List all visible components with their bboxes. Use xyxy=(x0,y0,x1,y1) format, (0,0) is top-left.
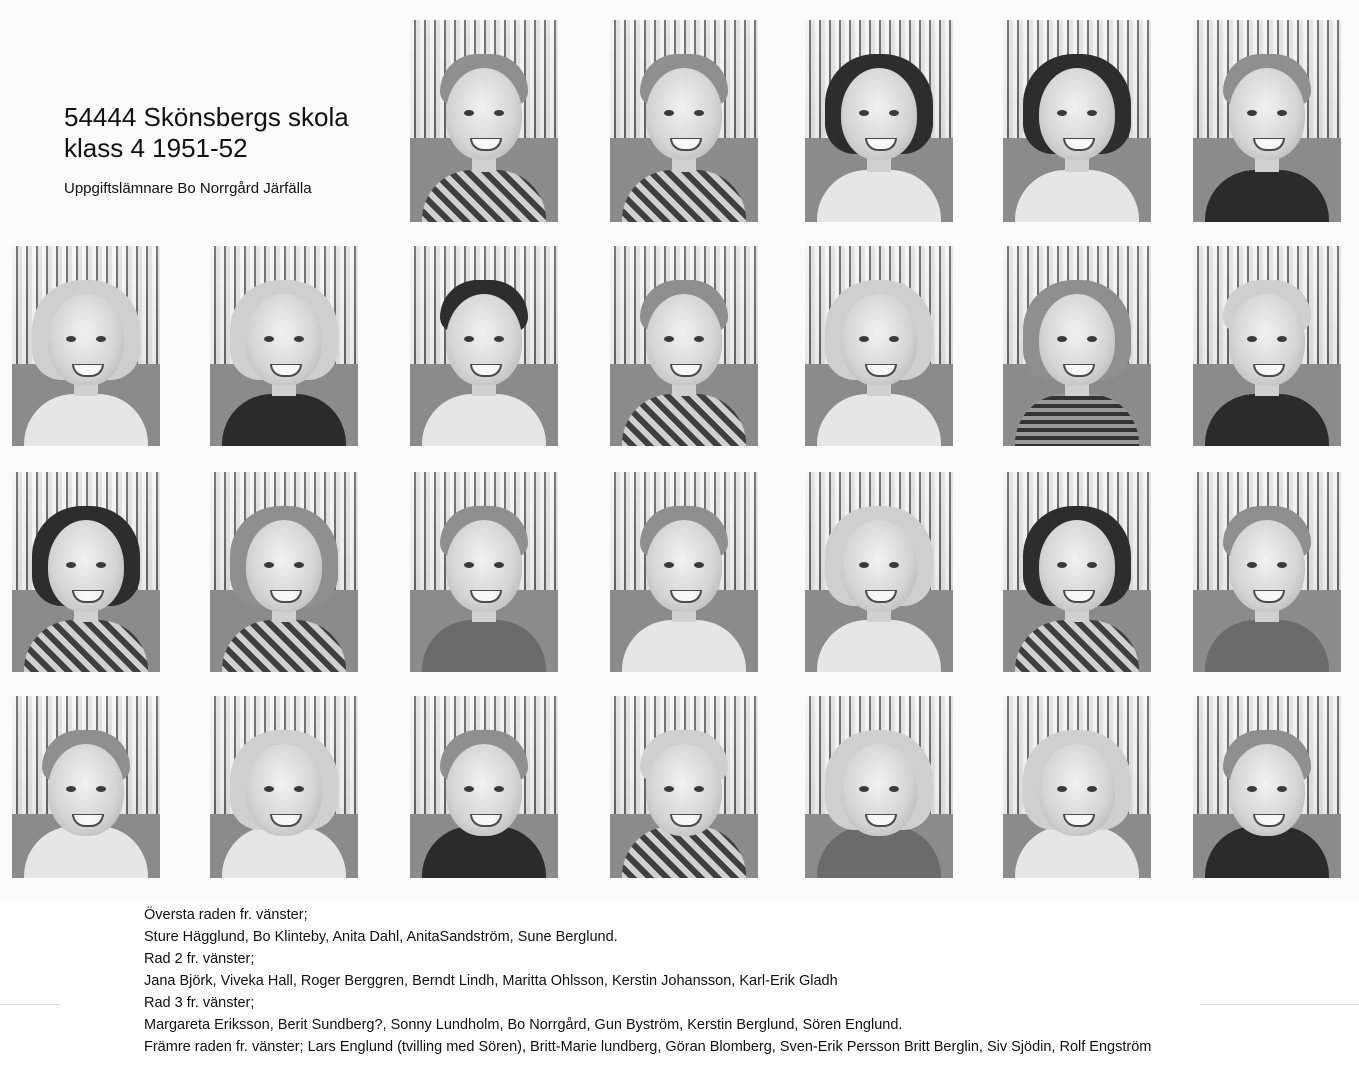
left-eye xyxy=(66,336,76,342)
left-eye xyxy=(464,786,474,792)
row-2-portrait-1 xyxy=(12,246,160,446)
top-row-portrait-3 xyxy=(805,20,953,222)
caption-row3-names: Margareta Eriksson, Berit Sundberg?, Sonny Lundholm, Bo Norrgård, Gun Byström, Kerstin Berglund, Sören Englund. xyxy=(144,1017,903,1033)
caption-row3-label: Rad 3 fr. vänster; xyxy=(144,995,255,1011)
left-eye xyxy=(664,562,674,568)
right-eye xyxy=(1277,562,1287,568)
left-eye xyxy=(859,786,869,792)
row-2-portrait-4 xyxy=(610,246,758,446)
left-eye xyxy=(1247,562,1257,568)
caption-front-row: Främre raden fr. vänster; Lars Englund (tvilling med Sören), Britt-Marie lundberg, Göran Blomberg, Sven-Erik Persson Britt Berglin, Siv Sjödin, Rolf Engström xyxy=(144,1039,1152,1055)
right-eye xyxy=(889,562,899,568)
title-block xyxy=(64,102,349,197)
school-title: 54444 Skönsbergs skola xyxy=(64,102,349,132)
row-3-portrait-1 xyxy=(12,472,160,672)
top-row-portrait-1 xyxy=(410,20,558,222)
left-eye xyxy=(264,786,274,792)
right-eye xyxy=(889,336,899,342)
class-year: klass 4 1951-52 xyxy=(64,133,248,163)
right-eye xyxy=(96,562,106,568)
right-eye xyxy=(694,786,704,792)
row-3-portrait-4 xyxy=(610,472,758,672)
left-eye xyxy=(464,562,474,568)
right-eye xyxy=(494,110,504,116)
right-eye xyxy=(694,562,704,568)
right-eye xyxy=(294,562,304,568)
row-3-portrait-7 xyxy=(1193,472,1341,672)
left-eye xyxy=(1057,786,1067,792)
top-row-portrait-5 xyxy=(1193,20,1341,222)
informant-text: Uppgiftslämnare Bo Norrgård Järfälla xyxy=(64,180,312,197)
left-eye xyxy=(859,336,869,342)
left-eye xyxy=(1247,336,1257,342)
row-3-portrait-3 xyxy=(410,472,558,672)
front-row-portrait-2 xyxy=(210,696,358,878)
caption-row1-names: Sture Hägglund, Bo Klinteby, Anita Dahl, AnitaSandström, Sune Berglund. xyxy=(144,929,618,945)
left-eye xyxy=(664,110,674,116)
left-eye xyxy=(859,110,869,116)
front-row-portrait-5 xyxy=(805,696,953,878)
left-eye xyxy=(859,562,869,568)
row-3-portrait-5 xyxy=(805,472,953,672)
row-2-portrait-2 xyxy=(210,246,358,446)
left-eye xyxy=(264,562,274,568)
right-eye xyxy=(96,336,106,342)
left-eye xyxy=(66,786,76,792)
row-2-portrait-5 xyxy=(805,246,953,446)
front-row-portrait-6 xyxy=(1003,696,1151,878)
left-eye xyxy=(664,786,674,792)
left-eye xyxy=(664,336,674,342)
right-eye xyxy=(694,336,704,342)
front-row-portrait-4 xyxy=(610,696,758,878)
right-eye xyxy=(889,110,899,116)
left-eye xyxy=(1057,110,1067,116)
left-eye xyxy=(66,562,76,568)
row-2-portrait-3 xyxy=(410,246,558,446)
right-eye xyxy=(1277,110,1287,116)
front-row-portrait-3 xyxy=(410,696,558,878)
caption-row2-names: Jana Björk, Viveka Hall, Roger Berggren, Berndt Lindh, Maritta Ohlsson, Kerstin Johansson, Karl-Erik Gladh xyxy=(144,973,838,989)
right-eye xyxy=(889,786,899,792)
right-eye xyxy=(294,336,304,342)
right-eye xyxy=(96,786,106,792)
right-eye xyxy=(494,786,504,792)
right-eye xyxy=(1087,336,1097,342)
left-eye xyxy=(1057,562,1067,568)
right-eye xyxy=(1087,562,1097,568)
top-row-portrait-2 xyxy=(610,20,758,222)
row-3-portrait-6 xyxy=(1003,472,1151,672)
name-captions xyxy=(144,904,1151,1058)
left-eye xyxy=(264,336,274,342)
right-eye xyxy=(694,110,704,116)
right-eye xyxy=(494,336,504,342)
right-eye xyxy=(1277,336,1287,342)
left-eye xyxy=(1247,786,1257,792)
caption-row2-label: Rad 2 fr. vänster; xyxy=(144,951,255,967)
right-eye xyxy=(294,786,304,792)
row-2-portrait-7 xyxy=(1193,246,1341,446)
left-eye xyxy=(464,110,474,116)
divider-right xyxy=(1200,1004,1359,1005)
top-row-portrait-4 xyxy=(1003,20,1151,222)
right-eye xyxy=(1277,786,1287,792)
right-eye xyxy=(1087,786,1097,792)
right-eye xyxy=(1087,110,1097,116)
left-eye xyxy=(1057,336,1067,342)
row-3-portrait-2 xyxy=(210,472,358,672)
front-row-portrait-1 xyxy=(12,696,160,878)
left-eye xyxy=(1247,110,1257,116)
caption-row1-label: Översta raden fr. vänster; xyxy=(144,907,308,923)
row-2-portrait-6 xyxy=(1003,246,1151,446)
divider-left xyxy=(0,1004,60,1005)
left-eye xyxy=(464,336,474,342)
right-eye xyxy=(494,562,504,568)
front-row-portrait-7 xyxy=(1193,696,1341,878)
